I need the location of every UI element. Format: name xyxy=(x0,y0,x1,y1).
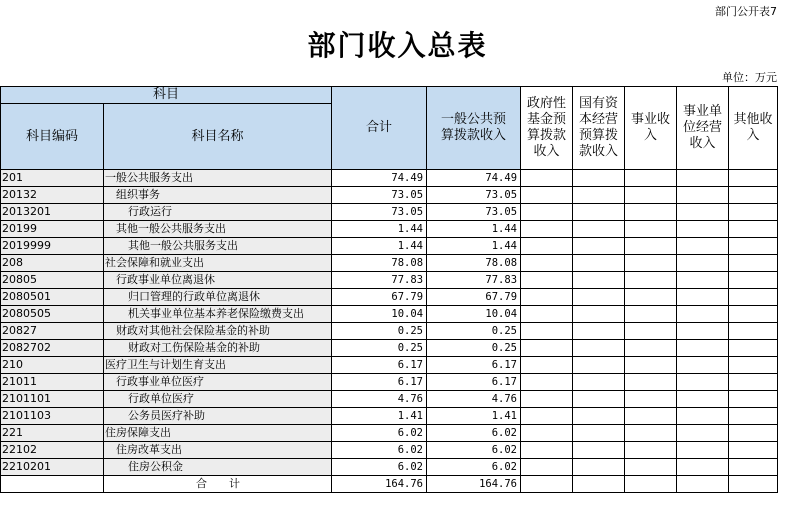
general-budget-header: 一般公共预算拨款收入 xyxy=(427,87,521,170)
empty-cell xyxy=(521,187,573,204)
empty-cell xyxy=(521,391,573,408)
subject-name-cell: 住房公积金 xyxy=(104,459,332,476)
subject-name-cell: 其他一般公共服务支出 xyxy=(104,221,332,238)
table-row xyxy=(1,323,778,340)
subject-code-cell: 2210201 xyxy=(1,459,104,476)
table-row xyxy=(1,170,778,187)
subject-code-cell: 210 xyxy=(1,357,104,374)
empty-cell xyxy=(677,340,729,357)
empty-cell xyxy=(677,272,729,289)
empty-cell xyxy=(521,442,573,459)
empty-cell xyxy=(521,357,573,374)
empty-cell xyxy=(625,459,677,476)
general-budget-cell: 6.17 xyxy=(427,374,521,391)
empty-cell xyxy=(677,425,729,442)
empty-cell xyxy=(729,187,778,204)
empty-cell xyxy=(677,323,729,340)
general-budget-cell: 6.17 xyxy=(427,357,521,374)
table-row xyxy=(1,357,778,374)
total-cell: 1.44 xyxy=(332,221,427,238)
empty-cell xyxy=(521,374,573,391)
empty-cell xyxy=(573,340,625,357)
empty-cell xyxy=(729,255,778,272)
general-budget-cell: 73.05 xyxy=(427,204,521,221)
total-cell: 67.79 xyxy=(332,289,427,306)
table-row xyxy=(1,425,778,442)
total-cell: 6.02 xyxy=(332,459,427,476)
subject-name-cell: 行政事业单位离退休 xyxy=(104,272,332,289)
subject-code-cell: 2019999 xyxy=(1,238,104,255)
general-budget-cell: 0.25 xyxy=(427,323,521,340)
empty-cell xyxy=(729,340,778,357)
empty-cell xyxy=(677,221,729,238)
table-row xyxy=(1,374,778,391)
empty-cell xyxy=(573,442,625,459)
empty-cell xyxy=(677,306,729,323)
empty-cell xyxy=(573,289,625,306)
page-title: 部门收入总表 xyxy=(307,29,488,62)
total-cell: 0.25 xyxy=(332,323,427,340)
total-header: 合计 xyxy=(332,87,427,170)
general-budget-cell: 10.04 xyxy=(427,306,521,323)
empty-cell xyxy=(625,170,677,187)
table-row xyxy=(1,289,778,306)
empty-cell xyxy=(729,357,778,374)
total-code-cell xyxy=(1,476,104,493)
empty-cell xyxy=(625,323,677,340)
empty-cell xyxy=(573,459,625,476)
empty-cell xyxy=(729,221,778,238)
total-row xyxy=(1,476,778,493)
total-cell: 1.44 xyxy=(332,238,427,255)
empty-cell xyxy=(573,357,625,374)
subject-code-cell: 20199 xyxy=(1,221,104,238)
empty-cell xyxy=(729,272,778,289)
general-budget-cell: 1.44 xyxy=(427,221,521,238)
grand-general-budget-cell: 164.76 xyxy=(427,476,521,493)
empty-cell xyxy=(573,238,625,255)
subject-code-cell: 2082702 xyxy=(1,340,104,357)
empty-cell xyxy=(677,255,729,272)
empty-cell xyxy=(729,204,778,221)
general-budget-cell: 1.41 xyxy=(427,408,521,425)
empty-cell xyxy=(677,238,729,255)
table-row xyxy=(1,408,778,425)
general-budget-cell: 6.02 xyxy=(427,459,521,476)
name-header: 科目名称 xyxy=(104,104,332,170)
other-income-header: 其他收入 xyxy=(729,87,778,170)
table-row xyxy=(1,221,778,238)
subject-name-cell: 财政对其他社会保险基金的补助 xyxy=(104,323,332,340)
general-budget-cell: 1.44 xyxy=(427,238,521,255)
subject-name-cell: 组织事务 xyxy=(104,187,332,204)
empty-cell xyxy=(521,204,573,221)
total-cell: 6.17 xyxy=(332,357,427,374)
subject-code-cell: 2013201 xyxy=(1,204,104,221)
empty-cell xyxy=(521,221,573,238)
empty-cell xyxy=(521,272,573,289)
empty-cell xyxy=(729,289,778,306)
empty-cell xyxy=(521,323,573,340)
table-row xyxy=(1,459,778,476)
empty-cell xyxy=(677,357,729,374)
business-income-header: 事业收入 xyxy=(625,87,677,170)
subject-name-cell: 行政单位医疗 xyxy=(104,391,332,408)
total-cell: 4.76 xyxy=(332,391,427,408)
empty-cell xyxy=(729,442,778,459)
empty-cell xyxy=(573,425,625,442)
total-cell: 74.49 xyxy=(332,170,427,187)
subject-name-cell: 财政对工伤保险基金的补助 xyxy=(104,340,332,357)
empty-cell xyxy=(521,289,573,306)
total-cell: 73.05 xyxy=(332,187,427,204)
empty-cell xyxy=(729,238,778,255)
general-budget-cell: 78.08 xyxy=(427,255,521,272)
empty-cell xyxy=(729,425,778,442)
empty-cell xyxy=(573,272,625,289)
empty-cell xyxy=(521,476,573,493)
empty-cell xyxy=(625,187,677,204)
empty-cell xyxy=(625,391,677,408)
general-budget-cell: 4.76 xyxy=(427,391,521,408)
code-header: 科目编码 xyxy=(1,104,104,170)
subject-name-cell: 其他一般公共服务支出 xyxy=(104,238,332,255)
empty-cell xyxy=(729,374,778,391)
empty-cell xyxy=(521,306,573,323)
empty-cell xyxy=(677,459,729,476)
subject-code-cell: 21011 xyxy=(1,374,104,391)
empty-cell xyxy=(573,408,625,425)
empty-cell xyxy=(625,425,677,442)
subject-name-cell: 住房保障支出 xyxy=(104,425,332,442)
empty-cell xyxy=(625,374,677,391)
empty-cell xyxy=(677,170,729,187)
empty-cell xyxy=(573,391,625,408)
table-row xyxy=(1,306,778,323)
total-cell: 0.25 xyxy=(332,340,427,357)
empty-cell xyxy=(625,340,677,357)
empty-cell xyxy=(729,306,778,323)
general-budget-cell: 6.02 xyxy=(427,442,521,459)
subject-code-cell: 20805 xyxy=(1,272,104,289)
empty-cell xyxy=(625,357,677,374)
total-cell: 6.02 xyxy=(332,425,427,442)
empty-cell xyxy=(625,272,677,289)
subject-name-cell: 行政运行 xyxy=(104,204,332,221)
income-summary-table xyxy=(0,86,778,493)
table-row xyxy=(1,340,778,357)
empty-cell xyxy=(573,374,625,391)
empty-cell xyxy=(573,204,625,221)
subject-code-cell: 208 xyxy=(1,255,104,272)
empty-cell xyxy=(573,476,625,493)
total-cell: 78.08 xyxy=(332,255,427,272)
empty-cell xyxy=(573,187,625,204)
empty-cell xyxy=(625,204,677,221)
empty-cell xyxy=(573,323,625,340)
grand-total-cell: 164.76 xyxy=(332,476,427,493)
empty-cell xyxy=(677,289,729,306)
empty-cell xyxy=(729,391,778,408)
general-budget-cell: 67.79 xyxy=(427,289,521,306)
empty-cell xyxy=(625,306,677,323)
table-row xyxy=(1,442,778,459)
table-row xyxy=(1,187,778,204)
empty-cell xyxy=(521,425,573,442)
general-budget-cell: 0.25 xyxy=(427,340,521,357)
empty-cell xyxy=(521,238,573,255)
subject-name-cell: 归口管理的行政单位离退休 xyxy=(104,289,332,306)
empty-cell xyxy=(677,408,729,425)
general-budget-cell: 74.49 xyxy=(427,170,521,187)
empty-cell xyxy=(521,340,573,357)
empty-cell xyxy=(677,476,729,493)
table-row xyxy=(1,272,778,289)
empty-cell xyxy=(625,221,677,238)
empty-cell xyxy=(625,289,677,306)
subject-code-cell: 20827 xyxy=(1,323,104,340)
empty-cell xyxy=(677,442,729,459)
state-capital-header: 国有资本经营预算拨款收入 xyxy=(573,87,625,170)
empty-cell xyxy=(729,323,778,340)
table-row xyxy=(1,255,778,272)
empty-cell xyxy=(625,476,677,493)
empty-cell xyxy=(521,459,573,476)
empty-cell xyxy=(625,238,677,255)
empty-cell xyxy=(729,459,778,476)
gov-fund-header: 政府性基金预算拨款收入 xyxy=(521,87,573,170)
empty-cell xyxy=(573,221,625,238)
empty-cell xyxy=(521,170,573,187)
subject-code-cell: 22102 xyxy=(1,442,104,459)
total-cell: 6.02 xyxy=(332,442,427,459)
total-cell: 1.41 xyxy=(332,408,427,425)
empty-cell xyxy=(729,476,778,493)
total-cell: 10.04 xyxy=(332,306,427,323)
general-budget-cell: 77.83 xyxy=(427,272,521,289)
general-budget-cell: 73.05 xyxy=(427,187,521,204)
subject-code-cell: 2101103 xyxy=(1,408,104,425)
general-budget-cell: 6.02 xyxy=(427,425,521,442)
empty-cell xyxy=(677,187,729,204)
subject-name-cell: 社会保障和就业支出 xyxy=(104,255,332,272)
subject-header: 科目 xyxy=(1,87,332,104)
empty-cell xyxy=(625,408,677,425)
subject-name-cell: 医疗卫生与计划生育支出 xyxy=(104,357,332,374)
subject-name-cell: 公务员医疗补助 xyxy=(104,408,332,425)
empty-cell xyxy=(677,204,729,221)
unit-label: 单位：万元 xyxy=(722,71,777,84)
total-label-cell: 合 计 xyxy=(104,476,332,493)
subject-code-cell: 20132 xyxy=(1,187,104,204)
subject-name-cell: 行政事业单位医疗 xyxy=(104,374,332,391)
empty-cell xyxy=(677,391,729,408)
empty-cell xyxy=(521,255,573,272)
empty-cell xyxy=(521,408,573,425)
empty-cell xyxy=(729,170,778,187)
form-number: 部门公开表7 xyxy=(715,5,777,18)
unit-business-income-header: 事业单位经营收入 xyxy=(677,87,729,170)
subject-code-cell: 2080501 xyxy=(1,289,104,306)
subject-name-cell: 机关事业单位基本养老保险缴费支出 xyxy=(104,306,332,323)
empty-cell xyxy=(729,408,778,425)
total-cell: 73.05 xyxy=(332,204,427,221)
table-row xyxy=(1,391,778,408)
subject-name-cell: 一般公共服务支出 xyxy=(104,170,332,187)
empty-cell xyxy=(677,374,729,391)
subject-name-cell: 住房改革支出 xyxy=(104,442,332,459)
total-cell: 77.83 xyxy=(332,272,427,289)
empty-cell xyxy=(573,255,625,272)
empty-cell xyxy=(573,170,625,187)
table-row xyxy=(1,204,778,221)
subject-code-cell: 201 xyxy=(1,170,104,187)
empty-cell xyxy=(573,306,625,323)
subject-code-cell: 2080505 xyxy=(1,306,104,323)
subject-code-cell: 2101101 xyxy=(1,391,104,408)
total-cell: 6.17 xyxy=(332,374,427,391)
table-row xyxy=(1,238,778,255)
empty-cell xyxy=(625,442,677,459)
empty-cell xyxy=(625,255,677,272)
subject-code-cell: 221 xyxy=(1,425,104,442)
